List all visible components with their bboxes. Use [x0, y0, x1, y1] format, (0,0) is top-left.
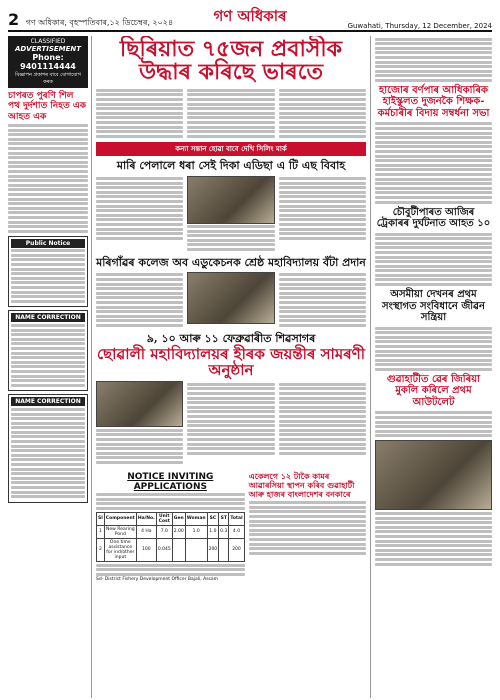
left-column — [8, 36, 92, 698]
sixth-story-body — [249, 501, 366, 555]
notice-table-cell — [172, 538, 185, 561]
notice-table-header: Total — [229, 512, 244, 525]
notice-table-row — [97, 525, 245, 538]
second-headline: মাৰি পেলালে ধৰা সেই দিকা এডিছা এ টি এছ বিবাহ — [116, 159, 346, 173]
notice-table-cell: One time assistance for ind/other input — [106, 539, 135, 560]
notice-signature: Sd- District Fishery Development Officer Bajali, Assam — [96, 577, 219, 583]
notice-table-cell: 0.045 — [156, 538, 172, 561]
masthead-date-english: Guwahati, Thursday, 12 December, 2024 — [347, 22, 492, 30]
notice-table-cell: 1 — [97, 525, 105, 538]
notice-table-cell — [185, 538, 207, 561]
notice-table-cell: 1.0 — [207, 525, 219, 538]
notice-table-cell: New Rearing Pond — [106, 526, 135, 537]
notice-table-cell: 200 — [207, 538, 219, 561]
right-story-4-body — [375, 411, 492, 437]
fourth-headline-line1: ৯, ১০ আৰু ১১ ফেব্ৰুৱাৰীত শিৱসাগৰ — [146, 331, 316, 345]
masthead — [8, 6, 492, 32]
right-story-4-photo — [375, 440, 492, 510]
notice-table-header: ST — [219, 512, 229, 525]
right-story-1-body — [375, 122, 492, 203]
classified-phone: Phone: 9401114444 — [20, 53, 76, 71]
public-notice-body — [11, 249, 85, 303]
notice-table-cell: 2.00 — [172, 525, 185, 538]
newspaper-logo: গণ অধিকাৰ — [213, 7, 287, 25]
notice-table — [96, 512, 245, 562]
notice-table-header: Woman — [185, 512, 207, 525]
public-notice-box — [8, 236, 88, 308]
public-notice-title: Public Notice — [11, 239, 85, 248]
third-story-body — [96, 272, 366, 329]
name-correction-title-1: NAME CORRECTION — [11, 313, 85, 322]
notice-footer — [96, 564, 245, 576]
right-headline-1: হাজোৰ বৰ্ণপাৰ আধিকাৰিক হাইস্কুলত দুজনকৈ শিক্ষক-কৰ্মচাৰীৰ বিদায় সম্বৰ্ধনা সভা — [377, 84, 490, 119]
section-bar-headline: কন্যা সন্তান হোৱা বাবে দেখি সিলিং মাৰ্ক — [96, 142, 366, 156]
notice-body — [96, 493, 245, 510]
name-correction-body-2 — [11, 408, 85, 498]
masthead-left — [8, 10, 198, 30]
lead-story-body — [96, 87, 366, 139]
right-story-4-body-2 — [375, 512, 492, 566]
notice-table-cell: 4 Ha — [136, 525, 156, 538]
main-column — [92, 36, 370, 698]
right-column — [370, 36, 492, 698]
name-correction-box-2 — [8, 394, 88, 502]
classified-title: ADVERTISEMENT — [14, 45, 82, 53]
notice-table-header: Unit Cost — [156, 512, 172, 525]
notice-table-cell: 2 — [97, 538, 105, 561]
fourth-story-body — [96, 381, 366, 465]
notice-box — [96, 469, 245, 583]
notice-table-cell: 1.0 — [185, 525, 207, 538]
fourth-headline-line2: ছোৱালী মহাবিদ্যালয়ৰ হীৰক জয়ন্তীৰ সামৰণী অনুষ্ঠান — [96, 344, 366, 379]
classified-box — [8, 36, 88, 88]
notice-table-cell: 7.0 — [156, 525, 172, 538]
notice-table-cell: 200 — [229, 538, 244, 561]
notice-table-header: Component — [104, 512, 136, 525]
second-story-photo — [187, 176, 274, 224]
right-story-2-body — [375, 233, 492, 287]
notice-title: NOTICE INVITING APPLICATIONS — [127, 471, 214, 492]
name-correction-box-1 — [8, 310, 88, 391]
right-headline-4: গুৱাহাটীত ৱেৰ জিৰিয়া মুকলি কৰিলে প্ৰথম আউটলেট — [386, 373, 481, 408]
notice-table-header: SC — [207, 512, 219, 525]
name-correction-body-1 — [11, 324, 85, 387]
lead-headline: ছিৰিয়াত ৭৫জন প্ৰবাসীক উদ্ধাৰ কৰিছে ভাৰতে — [119, 36, 343, 86]
classified-label: CLASSIFIED — [30, 38, 66, 45]
notice-table-row — [97, 538, 245, 561]
right-top-story-body — [375, 38, 492, 82]
classified-note: বিজ্ঞাপন প্ৰকাশৰ বাবে যোগাযোগ কৰক — [15, 72, 81, 85]
right-story-3-body — [375, 327, 492, 371]
right-headline-2: চৌবুটীপাৰত আজিৰ ট্ৰেকাৰৰ দুৰ্ঘটনাত আহত ১০ — [376, 206, 491, 230]
name-correction-title-2: NAME CORRECTION — [11, 397, 85, 406]
notice-table-header: Gen — [172, 512, 185, 525]
notice-table-cell: 0.3 — [219, 525, 229, 538]
third-headline: মৰিগাঁৱৰ কলেজ অব এডুকেচনক শ্ৰেষ্ঠ মহাবিদ্যালয় বঁটা প্ৰদান — [96, 255, 366, 269]
notice-table-cell — [219, 538, 229, 561]
sixth-story — [249, 469, 366, 583]
third-story-photo — [187, 272, 274, 324]
fourth-story-photo — [96, 381, 183, 427]
sixth-headline: একেলগে ১২ টাকৈ কামৰ আৱাৰসিয়া স্থাপন কৰিব গুৱাহাটী আৰু হাজৰ বাংলাদেশৰ বনকাৰে — [248, 470, 355, 499]
page-number: 2 — [8, 10, 20, 29]
notice-table-header: Ha/No. — [136, 512, 156, 525]
notice-table-cell: 4.0 — [229, 525, 244, 538]
masthead-date-line: গণ অধিকাৰ, বৃহস্পতিবাৰ,১২ ডিচেম্বৰ, ২০২৪ — [25, 18, 174, 27]
right-headline-3: অসমীয়া দেখনৰ প্ৰথম সংস্থাগত সংবিধানে জীৱন সন্ত্ৰিয়া — [382, 289, 485, 324]
left-story-body — [8, 124, 88, 233]
left-story-headline: চাপৰত পুৰণি শিল পথ দুৰ্দশাত নিহত এক আহত এক — [8, 91, 87, 122]
notice-table-cell: 100 — [136, 538, 156, 561]
notice-table-header: Sl — [97, 512, 105, 525]
second-story-body — [96, 176, 366, 253]
